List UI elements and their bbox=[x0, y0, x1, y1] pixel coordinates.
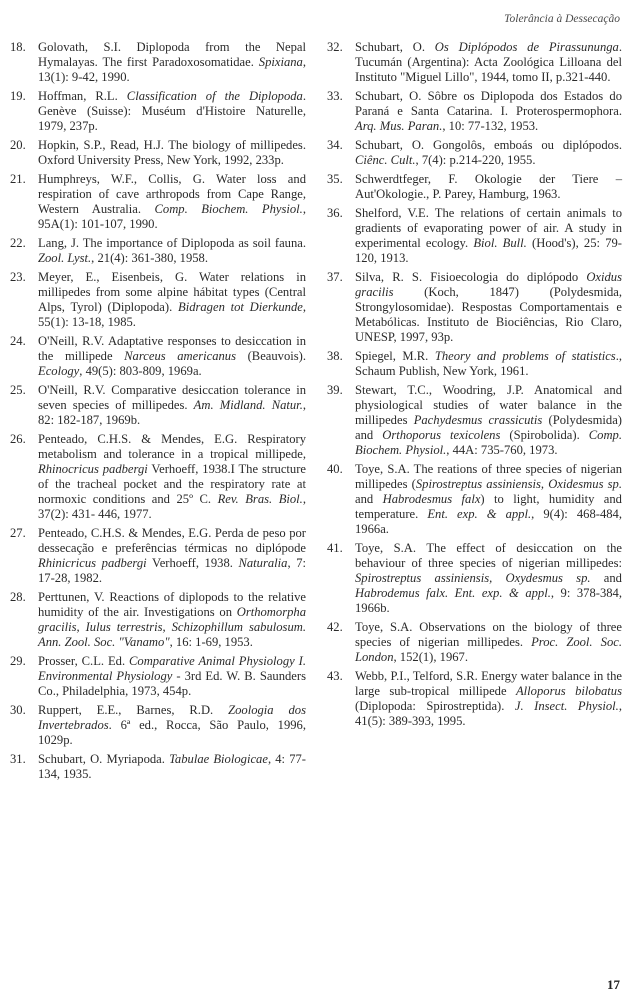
text-segment: Schubart, O. Myriapoda. bbox=[38, 752, 170, 766]
reference-text bbox=[38, 172, 306, 231]
reference-text bbox=[355, 620, 622, 664]
text-segment: , 10: 77-132, 1953. bbox=[442, 119, 539, 133]
reference-number: 27. bbox=[10, 526, 26, 540]
text-segment: , 44A: 735-760, 1973. bbox=[446, 443, 558, 457]
text-segment: Schubart, O. Sôbre os Diplopoda dos Estados do Paraná e Santa Catarina. I. Proterospermophora. bbox=[355, 89, 622, 118]
reference-text bbox=[38, 89, 306, 133]
reference-item bbox=[10, 236, 306, 266]
text-segment: (Diplopoda: Spirostreptida). bbox=[355, 699, 515, 713]
reference-item bbox=[10, 526, 306, 586]
italic-segment: Spixiana bbox=[258, 55, 303, 69]
reference-number: 22. bbox=[10, 236, 26, 250]
reference-number: 31. bbox=[10, 752, 26, 766]
reference-number: 29. bbox=[10, 654, 26, 668]
reference-item bbox=[10, 40, 306, 85]
reference-number: 40. bbox=[327, 462, 343, 476]
reference-number: 18. bbox=[10, 40, 26, 54]
text-segment: Shelford, V.E. The relations of certain animals to gradients of evaporating power of air. A study in experimental ecology. bbox=[355, 206, 622, 250]
reference-text bbox=[38, 270, 306, 329]
text-segment: Toye, S.A. Observations on the biology of three species of nigerian millipedes. bbox=[355, 620, 622, 649]
reference-text bbox=[38, 432, 306, 521]
italic-segment: Am. Midland. Natur. bbox=[193, 398, 303, 412]
italic-segment: Ecology bbox=[38, 364, 80, 378]
reference-item bbox=[327, 462, 622, 537]
italic-segment: Comp. Biochem. Physiol. bbox=[154, 202, 303, 216]
italic-segment: J. Insect. Physiol. bbox=[514, 699, 619, 713]
reference-text bbox=[355, 270, 622, 344]
text-segment: Prosser, C.L. Ed. bbox=[38, 654, 130, 668]
reference-text bbox=[355, 138, 622, 167]
text-segment: . Tucumán (Argentina): Acta Zoológica Lilloana del Instituto "Miguel Lillo", 1944, tomo II, p.321-440. bbox=[355, 40, 622, 84]
text-segment: (Hood's), 25: 79-120, 1913. bbox=[355, 236, 623, 265]
reference-number: 42. bbox=[327, 620, 343, 634]
text-segment: Ruppert, E.E., Barnes, R.D. bbox=[38, 703, 229, 717]
reference-text bbox=[355, 669, 622, 728]
italic-segment: Os Diplópodos de Pirassununga bbox=[434, 40, 619, 54]
reference-text bbox=[38, 138, 306, 167]
reference-number: 23. bbox=[10, 270, 26, 284]
reference-item bbox=[327, 206, 622, 266]
reference-text bbox=[355, 40, 622, 84]
italic-segment: Spirostreptus assiniensis, Oxydesmus sp. bbox=[355, 571, 591, 585]
reference-item bbox=[327, 669, 622, 729]
text-segment: Meyer, E., Eisenbeis, G. Water relations in millipedes from some alpine hábitat types (Central Alps, Tyrol) (Diplopoda). bbox=[38, 270, 306, 314]
text-segment: Penteado, C.H.S. & Mendes, E.G. Perda de peso por dessecação e preferências térmicas no diplópode bbox=[38, 526, 306, 555]
text-segment: Verhoeff, 1938.I The structure of the tracheal pocket and the respiratory rate at normoxic conditions and 25º C. bbox=[38, 462, 307, 506]
italic-segment: Rhinocricus padbergi bbox=[38, 462, 148, 476]
text-segment: , 7: 17-28, 1982. bbox=[38, 556, 307, 585]
reference-item bbox=[10, 383, 306, 428]
italic-segment: Ent. exp. & appl. bbox=[427, 507, 532, 521]
text-segment: Hopkin, S.P., Read, H.J. The biology of millipedes. Oxford University Press, New York, 1992, 233p. bbox=[38, 138, 306, 167]
reference-text bbox=[355, 383, 622, 457]
text-segment: , 13(1): 9-42, 1990. bbox=[38, 55, 306, 84]
italic-segment: Orthomorpha gracilis, Iulus terrestris, Schizophillum sabulosum. Ann. Zool. Soc. "Vanamo" bbox=[38, 605, 306, 649]
text-segment: , 95A(1): 101-107, 1990. bbox=[38, 202, 306, 231]
reference-number: 32. bbox=[327, 40, 343, 54]
reference-number: 39. bbox=[327, 383, 343, 397]
italic-segment: Rhinicricus padbergi bbox=[38, 556, 147, 570]
reference-item bbox=[327, 620, 622, 665]
reference-item bbox=[327, 349, 622, 379]
reference-text bbox=[38, 654, 306, 698]
text-segment: Golovath, S.I. Diplopoda from the Nepal Hymalayas. The first Paradoxosomatidae. bbox=[38, 40, 306, 69]
italic-segment: Oxidus gracilis bbox=[355, 270, 622, 299]
text-segment: - 3rd Ed. W. B. Saunders Co., Philadelphia, 1973, 454p. bbox=[38, 669, 306, 698]
text-segment: Silva, R. S. Fisioecologia do diplópodo bbox=[355, 270, 587, 284]
reference-number: 41. bbox=[327, 541, 343, 555]
text-segment: , 9(4): 468-484, 1966a. bbox=[355, 507, 622, 536]
reference-text bbox=[38, 236, 306, 265]
reference-number: 37. bbox=[327, 270, 343, 284]
reference-item bbox=[10, 334, 306, 379]
reference-item bbox=[327, 172, 622, 202]
text-segment: Schwerdtfeger, F. Okologie der Tiere – Aut'Okologie., P. Parey, Hamburg, 1963. bbox=[355, 172, 622, 201]
reference-item bbox=[10, 138, 306, 168]
italic-segment: Comparative Animal Physiology I. Environmental Physiology bbox=[38, 654, 306, 683]
text-segment: Stewart, T.C., Woodring, J.P. Anatomical and physiological studies of water balance in the millipedes bbox=[355, 383, 622, 427]
text-segment: ) to light, humidity and temperature. bbox=[355, 492, 622, 521]
reference-text bbox=[38, 703, 306, 747]
reference-text bbox=[355, 541, 622, 615]
text-segment: Toye, S.A. The effect of desiccation on the behaviour of three species of nigerian millipedes: bbox=[355, 541, 622, 570]
italic-segment: Alloporus bilobatus bbox=[515, 684, 622, 698]
text-segment: Toye, S.A. The reations of three species of nigerian millipedes ( bbox=[355, 462, 622, 491]
text-segment: Spiegel, M.R. bbox=[355, 349, 435, 363]
reference-number: 43. bbox=[327, 669, 343, 683]
text-segment: , 7(4): p.214-220, 1955. bbox=[415, 153, 536, 167]
text-segment: , 152(1), 1967. bbox=[393, 650, 469, 664]
reference-item bbox=[327, 40, 622, 85]
reference-text bbox=[355, 462, 622, 536]
reference-item bbox=[327, 138, 622, 168]
reference-item bbox=[10, 89, 306, 134]
reference-number: 36. bbox=[327, 206, 343, 220]
text-segment: , 9: 378-384, 1966b. bbox=[355, 586, 622, 615]
text-segment: and bbox=[355, 492, 383, 506]
italic-segment: Orthoporus texicolens bbox=[382, 428, 501, 442]
reference-number: 33. bbox=[327, 89, 343, 103]
text-segment: Schubart, O. bbox=[355, 40, 435, 54]
reference-item bbox=[10, 654, 306, 699]
reference-text bbox=[38, 590, 306, 649]
text-segment: O'Neill, R.V. Comparative desiccation tolerance in seven species of millipedes. bbox=[38, 383, 306, 412]
italic-segment: Proc. Zool. Soc. London bbox=[355, 635, 622, 664]
reference-item bbox=[327, 541, 622, 616]
reference-item bbox=[10, 752, 306, 782]
text-segment: . Genève (Suisse): Muséum d'Histoire Naturelle, 1979, 237p. bbox=[38, 89, 306, 133]
text-segment: , 21(4): 361-380, 1958. bbox=[91, 251, 209, 265]
page-number: 17 bbox=[607, 977, 620, 992]
reference-text bbox=[355, 172, 622, 201]
reference-text bbox=[38, 526, 306, 585]
italic-segment: Habrodesmus falx bbox=[382, 492, 481, 506]
text-segment: . 6ª ed., Rocca, São Paulo, 1996, 1029p. bbox=[38, 718, 306, 747]
reference-number: 24. bbox=[10, 334, 26, 348]
text-segment: Schubart, O. Gongolôs, emboás ou diplópodos. bbox=[355, 138, 622, 152]
reference-item bbox=[327, 383, 622, 458]
text-segment: Penteado, C.H.S. & Mendes, E.G. Respiratory metabolism and tolerance in a tropical millipede, bbox=[38, 432, 306, 461]
reference-number: 34. bbox=[327, 138, 343, 152]
text-segment: Perttunen, V. Reactions of diplopods to the relative humidity of the air. Investigations on bbox=[38, 590, 306, 619]
reference-number: 25. bbox=[10, 383, 26, 397]
reference-item bbox=[10, 432, 306, 522]
reference-column-right bbox=[327, 40, 622, 733]
text-segment: , 16: 1-69, 1953. bbox=[169, 635, 253, 649]
text-segment: (Polydesmida) and bbox=[355, 413, 622, 442]
reference-number: 26. bbox=[10, 432, 26, 446]
text-segment: ., Schaum Publish, New York, 1961. bbox=[355, 349, 622, 378]
text-segment: , 82: 182-187, 1969b. bbox=[38, 398, 306, 427]
italic-segment: Ciênc. Cult. bbox=[355, 153, 416, 167]
text-segment: , 41(5): 389-393, 1995. bbox=[355, 699, 622, 728]
reference-number: 19. bbox=[10, 89, 26, 103]
italic-segment: Naturalia bbox=[238, 556, 288, 570]
italic-segment: Pachydesmus crassicutis bbox=[413, 413, 543, 427]
reference-item bbox=[10, 590, 306, 650]
reference-text bbox=[355, 349, 622, 378]
reference-item bbox=[327, 89, 622, 134]
italic-segment: Bidragen tot Dierkunde bbox=[178, 300, 303, 314]
text-segment: O'Neill, R.V. Adaptative responses to desiccation in the millipede bbox=[38, 334, 306, 363]
text-segment: Lang, J. The importance of Diplopoda as soil fauna. bbox=[38, 236, 306, 250]
italic-segment: Classification of the Diplopoda bbox=[126, 89, 303, 103]
italic-segment: Arq. Mus. Paran. bbox=[355, 119, 443, 133]
italic-segment: Rev. Bras. Biol. bbox=[217, 492, 303, 506]
reference-number: 38. bbox=[327, 349, 343, 363]
italic-segment: Zoologia dos Invertebrados bbox=[38, 703, 306, 732]
italic-segment: Biol. Bull. bbox=[473, 236, 527, 250]
text-segment: , 4: 77-134, 1935. bbox=[38, 752, 307, 781]
reference-number: 30. bbox=[10, 703, 26, 717]
reference-item bbox=[10, 172, 306, 232]
reference-number: 35. bbox=[327, 172, 343, 186]
reference-item bbox=[327, 270, 622, 345]
reference-item bbox=[10, 270, 306, 330]
italic-segment: Tabulae Biologicae bbox=[169, 752, 268, 766]
text-segment: (Koch, 1847) (Polydesmida, Strongylosomidae). Respostas Comportamentais e Metabólicas. Instituto de Biociências, Rio Claro, UNESP, 1997, 93p. bbox=[355, 285, 622, 344]
text-segment: and bbox=[590, 571, 622, 585]
reference-text bbox=[38, 752, 306, 781]
italic-segment: Spirostreptus assiniensis, Oxidesmus sp. bbox=[415, 477, 623, 491]
reference-text bbox=[355, 206, 622, 265]
text-segment: Webb, P.I., Telford, S.R. Energy water balance in the large sub-tropical millipede bbox=[355, 669, 622, 698]
text-segment: , 55(1): 13-18, 1985. bbox=[38, 300, 306, 329]
reference-item bbox=[10, 703, 306, 748]
italic-segment: Theory and problems of statistics bbox=[434, 349, 616, 363]
text-segment: , 49(5): 803-809, 1969a. bbox=[79, 364, 202, 378]
text-segment: (Spirobolida). bbox=[500, 428, 589, 442]
italic-segment: Habrodemus falx. Ent. exp. & appl. bbox=[355, 586, 551, 600]
text-segment: , 37(2): 431- 446, 1977. bbox=[38, 492, 306, 521]
reference-number: 20. bbox=[10, 138, 26, 152]
text-segment: Verhoeff, 1938. bbox=[146, 556, 239, 570]
reference-number: 28. bbox=[10, 590, 26, 604]
italic-segment: Zool. Lyst. bbox=[38, 251, 92, 265]
text-segment: (Beauvois). bbox=[236, 349, 307, 363]
reference-number: 21. bbox=[10, 172, 26, 186]
reference-text bbox=[38, 40, 306, 84]
italic-segment: Narceus americanus bbox=[124, 349, 237, 363]
reference-text bbox=[355, 89, 622, 133]
italic-segment: Comp. Biochem. Physiol. bbox=[355, 428, 623, 457]
reference-column-left bbox=[10, 40, 306, 786]
running-header: Tolerância à Dessecação bbox=[504, 13, 620, 25]
reference-text bbox=[38, 334, 306, 378]
reference-text bbox=[38, 383, 306, 427]
text-segment: Hoffman, R.L. bbox=[38, 89, 127, 103]
text-segment: Humphreys, W.F., Collis, G. Water loss and respiration of cave arthropods from Cape Range, Western Australia. bbox=[38, 172, 306, 216]
